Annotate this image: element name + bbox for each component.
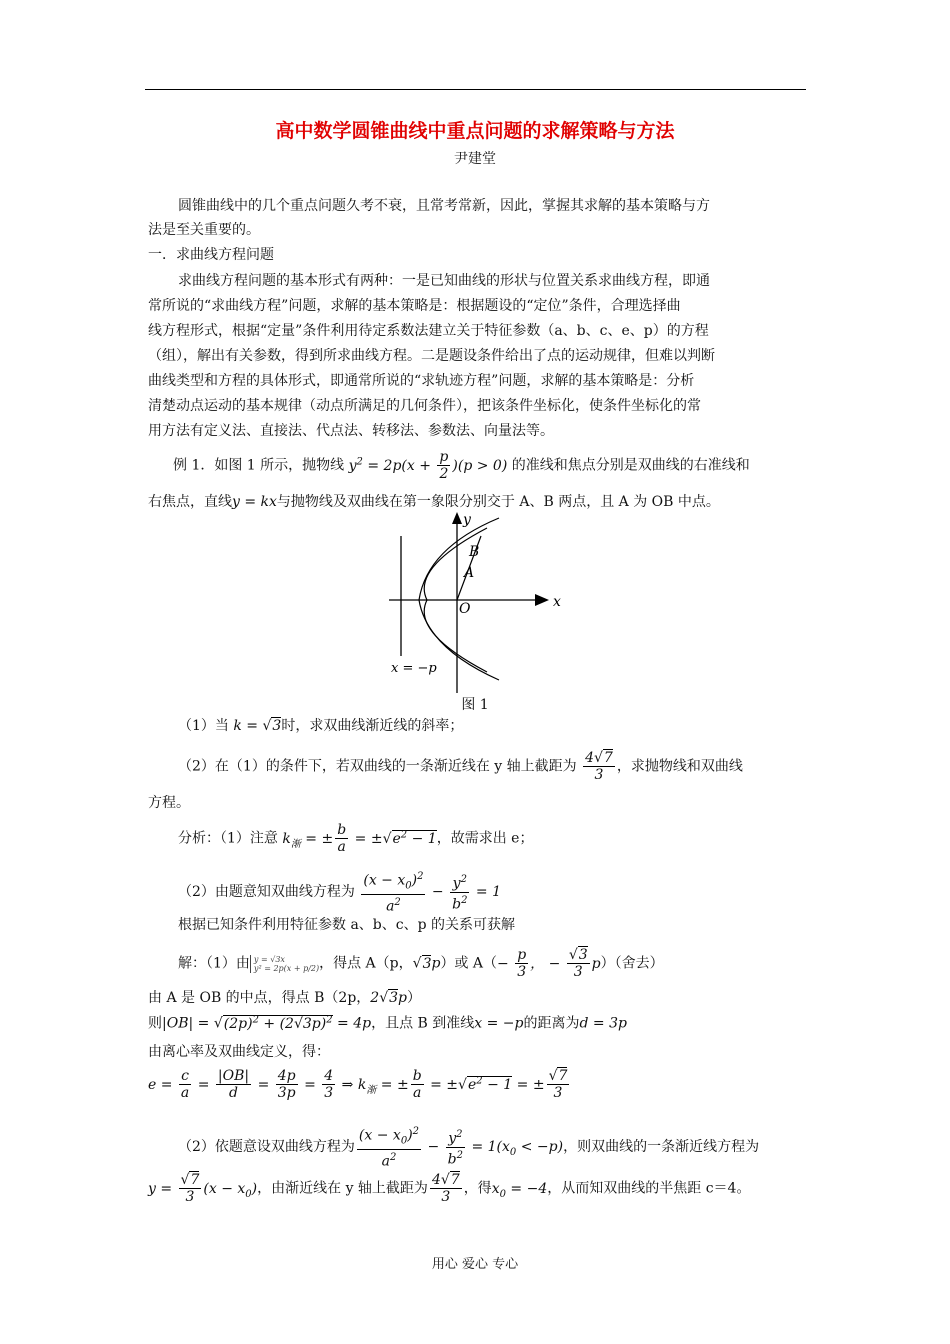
- label-A: A: [464, 565, 475, 581]
- sol-text: 的距离为: [523, 1015, 580, 1032]
- x0-value: $x_0 = -4$: [491, 1180, 548, 1200]
- example-text: 与抛物线及双曲线在第一象限分别交于 A、B 两点，且 A 为 OB 中点。: [276, 494, 720, 510]
- paragraph-line: （组），解出有关参数，得到所求曲线方程。二是题设条件给出了点的运动规律，但难以判断: [148, 348, 715, 364]
- label-directrix: x = −p: [391, 661, 437, 676]
- intro-line-1: 圆锥曲线中的几个重点问题久考不衰，且常考常新，因此，掌握其求解的基本策略与方: [178, 198, 710, 214]
- header-rule: [145, 89, 806, 90]
- sol-text: 则: [148, 1015, 162, 1032]
- analysis-text: （2）由题意知双曲线方程为: [178, 884, 355, 901]
- example-line-1: [173, 449, 750, 482]
- sol-text: 解：（1）由: [178, 955, 250, 972]
- asymptote-eq: y = $\frac{√7}{3}$ $(x - x_0)$: [148, 1172, 258, 1205]
- y-axis-arrow: [452, 512, 462, 524]
- paragraph-line: 用方法有定义法、直接法、代点法、转移法、参数法、向量法等。: [148, 423, 554, 439]
- question-1: [178, 716, 463, 736]
- author: 尹建堂: [454, 151, 496, 167]
- solution-7: [148, 1172, 750, 1205]
- intercept-fraction-2: $\frac{4√7}{3}$: [431, 1172, 460, 1205]
- label-O: O: [459, 601, 471, 617]
- sol-text: ，得点 A（p，: [319, 955, 413, 972]
- distance-d: d = 3p: [579, 1015, 627, 1032]
- q-text: （1）当: [178, 718, 229, 734]
- sol-text: ，则双曲线的一条渐近线方程为: [563, 1139, 760, 1156]
- paragraph-line: 曲线类型和方程的具体形式，即通常所说的“求轨迹方程”问题，求解的基本策略是：分析: [148, 373, 695, 389]
- page-title: 高中数学圆锥曲线中重点问题的求解策略与方法: [275, 120, 675, 142]
- intro-line-2: 法是至关重要的。: [148, 222, 260, 238]
- x-axis-arrow: [535, 594, 549, 606]
- point-b-y: 2√3p: [370, 990, 408, 1006]
- hyperbola-setup: $\frac{(x - x_0)^2}{a^2}$ − $\frac{y^2}{b^2}$ = $1(x_0 < -p)$: [358, 1126, 564, 1171]
- q-text: ，求抛物线和双曲线: [616, 758, 743, 775]
- paragraph-line: 求曲线方程问题的基本形式有两种：一是已知曲线的形状与位置关系求曲线方程，即通: [178, 273, 710, 289]
- paragraph-line: 线方程形式，根据“定量”条件利用待定系数法建立关于特征参数（a、b、c、e、p）的方程: [148, 323, 709, 339]
- sol-text: 由 A 是 OB 的中点，得点 B（2p，: [148, 990, 371, 1006]
- label-B: B: [469, 544, 480, 560]
- figure-caption: 图 1: [461, 697, 489, 713]
- parabola-formula: $y^2 = 2p(x$ + $\frac{p}{2}$ )(p > 0): [348, 449, 508, 482]
- q-text: （2）在（1）的条件下，若双曲线的一条渐近线在 y 轴上截距为: [178, 758, 577, 775]
- example-text: 右焦点，直线: [148, 494, 232, 510]
- example-text: 例 1．如图 1 所示，抛物线: [173, 457, 345, 474]
- sol-text: ，由渐近线在 y 轴上截距为: [257, 1180, 428, 1197]
- page-footer: 用心 爱心 专心: [431, 1257, 519, 1272]
- solution-2: [148, 988, 421, 1008]
- intercept-fraction: $\frac{4√7}{3}$: [585, 750, 613, 783]
- sol-text: ，得: [463, 1180, 492, 1197]
- ob-length: $|OB| = √(2p)^2 + (2√3p)^2 = 4p$: [162, 1014, 372, 1032]
- hyperbola-formula: $\frac{(x - x_0)^2}{a^2}$ − $\frac{y^2}{b^2}$ = 1: [363, 871, 502, 916]
- directrix-eq: x = −p: [474, 1015, 524, 1032]
- point-a-y: √3p: [412, 955, 441, 972]
- eccentricity-derivation: e = $\frac{c}{a}$ = $\frac{|OB|}{d}$ = $\frac{4p}{3p}$ = $\frac{4}{3}$ ⇒ $k_渐$ = ± $\frac{b}{a}$ = $\pm√e^2 - 1$ = ± $\frac{√7}{3}$: [148, 1068, 568, 1101]
- paragraph-line: 常所说的“求曲线方程”问题，求解的基本策略是：根据题设的“定位”条件，合理选择曲: [148, 298, 681, 314]
- question-2-cont: 方程。: [148, 795, 190, 811]
- analysis-2: [178, 869, 501, 915]
- analysis-text: ，故需求出 e；: [436, 830, 534, 847]
- analysis-text: 分析：（1）注意: [178, 830, 278, 847]
- line-formula: y = kx: [232, 494, 277, 510]
- sol-text: ，从而知双曲线的半焦距 c＝4。: [547, 1180, 751, 1197]
- analysis-3: 根据已知条件利用特征参数 a、b、c、p 的关系可获解: [178, 917, 516, 933]
- label-y: y: [463, 512, 471, 528]
- k-value: k = √3: [233, 718, 282, 734]
- section-heading: 一．求曲线方程问题: [148, 247, 274, 263]
- figure-1-diagram: [389, 508, 569, 693]
- paragraph-line: 清楚动点运动的基本规律（动点所满足的几何条件），把该条件坐标化，使条件坐标化的常: [148, 398, 701, 414]
- sol-text: （2）依题意设双曲线方程为: [178, 1139, 355, 1156]
- solution-6: [178, 1124, 759, 1170]
- sol-text: ）（舍去）: [600, 955, 664, 972]
- sol-text: ，且点 B 到准线: [371, 1015, 475, 1032]
- equation-system: y = √3x y² = 2p(x + p/2): [250, 955, 319, 973]
- solution-4: 由离心率及双曲线定义，得：: [148, 1044, 330, 1060]
- question-2: [178, 750, 743, 783]
- point-a-alt: − $\frac{p}{3}$ ， − $\frac{√3}{3}$ p: [497, 947, 601, 980]
- label-x: x: [553, 594, 561, 610]
- analysis-1: [178, 822, 533, 855]
- q-text: 时，求双曲线渐近线的斜率；: [281, 718, 464, 734]
- slope-formula: $k_渐$ = ± $\frac{b}{a}$ = $\pm√e^2 - 1$: [282, 822, 437, 855]
- solution-1: [178, 947, 664, 980]
- solution-3: [148, 1010, 627, 1034]
- sol-text: ）: [407, 990, 422, 1006]
- sol-text: ）或 A（: [440, 955, 498, 972]
- example-text: 的准线和焦点分别是双曲线的右准线和: [511, 457, 750, 474]
- solution-5: [148, 1068, 571, 1101]
